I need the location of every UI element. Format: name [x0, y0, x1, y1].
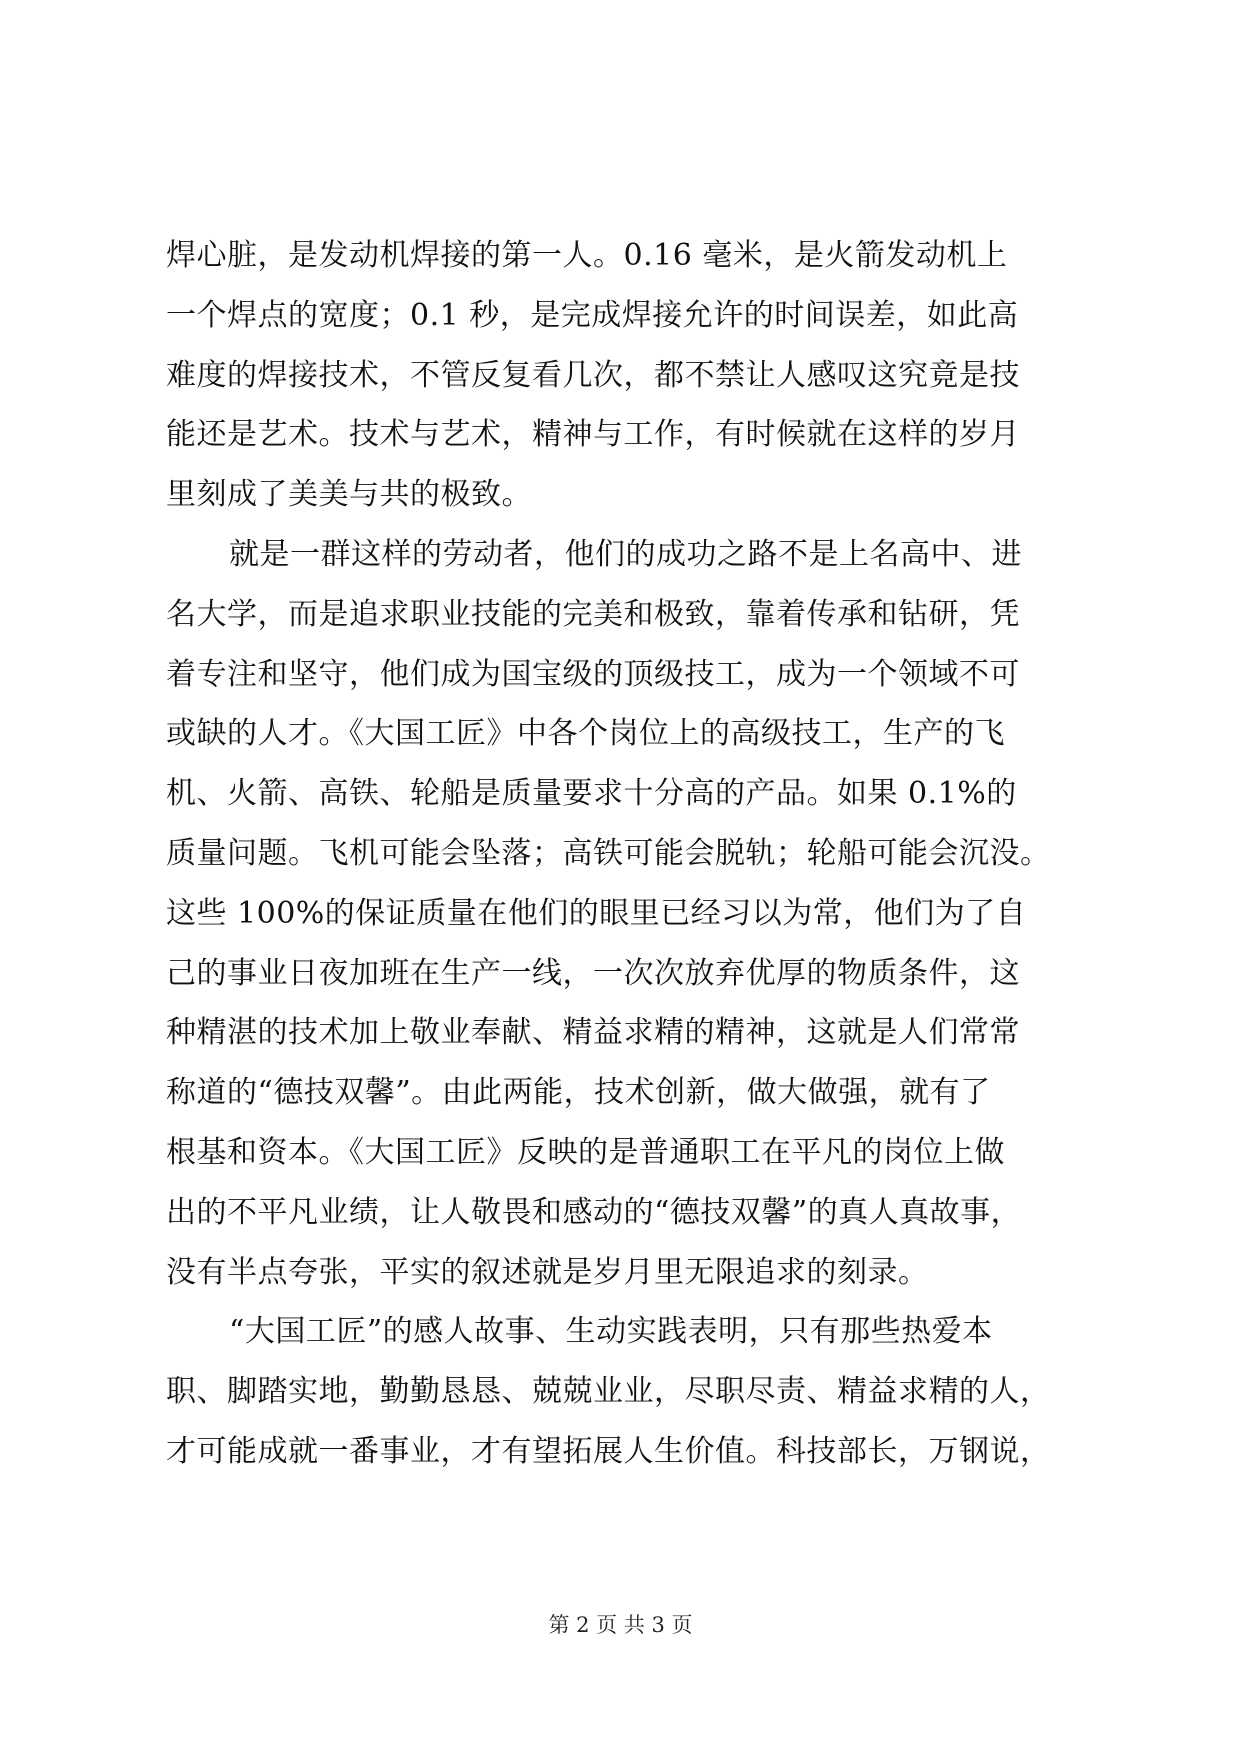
text-line: 才可能成就一番事业，才有望拓展人生价值。科技部长，万钢说，	[166, 1433, 1051, 1469]
text-line: 一个焊点的宽度；0.1 秒，是完成焊接允许的时间误差，如此高	[166, 297, 1019, 333]
text-line: 质量问题。飞机可能会坠落；高铁可能会脱轨；轮船可能会沉没。	[166, 835, 1051, 871]
page-footer: 第 2 页 共 3 页	[548, 1613, 693, 1637]
text-line: 着专注和坚守，他们成为国宝级的顶级技工，成为一个领域不可	[166, 656, 1020, 692]
text-line: 职、脚踏实地，勤勤恳恳、兢兢业业，尽职尽责、精益求精的人，	[166, 1374, 1051, 1410]
text-line: 称道的“德技双馨”。由此两能，技术创新，做大做强，就有了	[166, 1075, 991, 1111]
text-line: 出的不平凡业绩，让人敬畏和感动的“德技双馨”的真人真故事，	[166, 1194, 1022, 1230]
text-line: 这些 100%的保证质量在他们的眼里已经习以为常，他们为了自	[166, 895, 1027, 931]
text-line: 根基和资本。《大国工匠》反映的是普通职工在平凡的岗位上做	[166, 1134, 1005, 1170]
text-line: 种精湛的技术加上敬业奉献、精益求精的精神，这就是人们常常	[166, 1015, 1020, 1051]
text-line: 或缺的人才。《大国工匠》中各个岗位上的高级技工，生产的飞	[166, 716, 1005, 752]
paragraph-first-line: 就是一群这样的劳动者，他们的成功之路不是上名高中、进	[229, 536, 1022, 572]
paragraph-first-line: “大国工匠”的感人故事、生动实践表明，只有那些热爱本	[229, 1314, 993, 1350]
text-line: 里刻成了美美与共的极致。	[166, 477, 532, 513]
text-line: 己的事业日夜加班在生产一线，一次次放弃优厚的物质条件，这	[166, 955, 1020, 991]
text-line: 难度的焊接技术，不管反复看几次，都不禁让人感叹这究竟是技	[166, 357, 1020, 393]
body-text	[166, 226, 1076, 1482]
text-line: 能还是艺术。技术与艺术，精神与工作，有时候就在这样的岁月	[166, 417, 1020, 453]
text-line: 机、火箭、高铁、轮船是质量要求十分高的产品。如果 0.1%的	[166, 776, 1017, 812]
text-line: 名大学，而是追求职业技能的完美和极致，靠着传承和钻研，凭	[166, 596, 1020, 632]
text-line: 焊心脏，是发动机焊接的第一人。0.16 毫米，是火箭发动机上	[166, 238, 1008, 273]
text-line: 没有半点夸张，平实的叙述就是岁月里无限追求的刻录。	[166, 1254, 929, 1290]
